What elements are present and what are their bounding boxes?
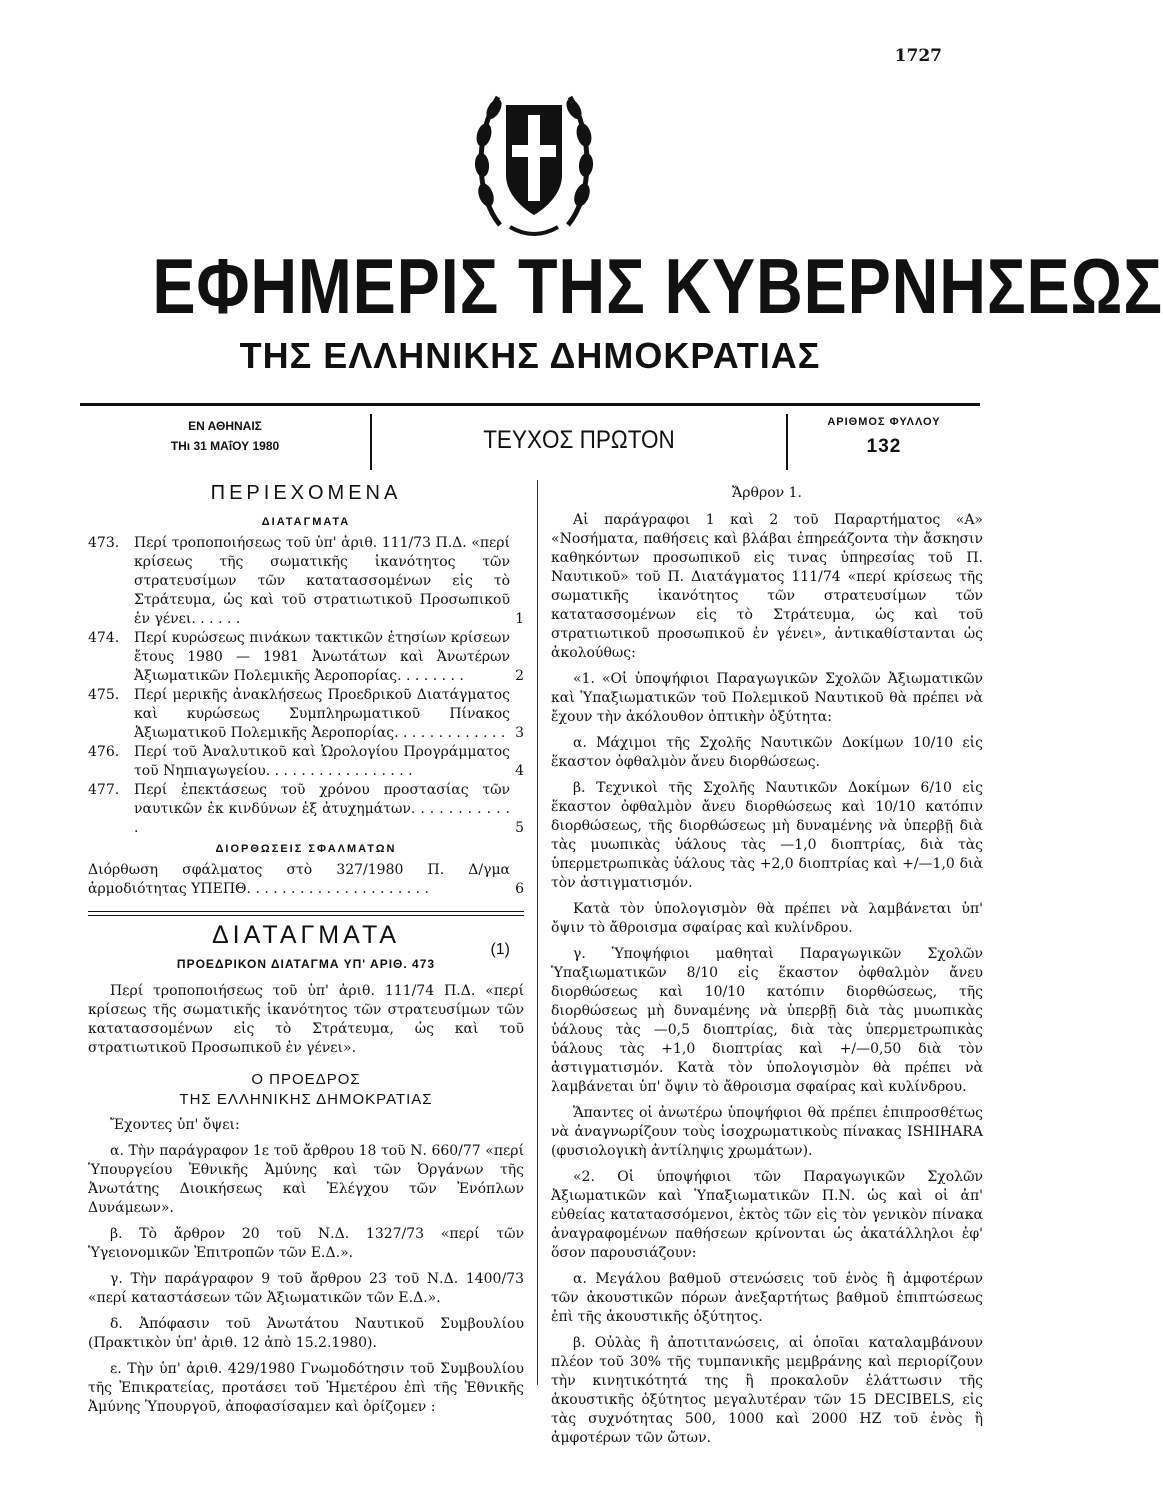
- column-divider: [537, 480, 538, 1385]
- right-column: [551, 480, 983, 1455]
- toc-item-page: 1: [515, 611, 524, 627]
- greek-coat-of-arms-emblem: [470, 75, 598, 243]
- toc-item-text: Περί μερικῆς ἀνακλήσεως Προεδρικοῦ Διατάγματος καὶ κυρώσεως Συμπληρωματικοῦ Πίνακος Ἀξιωματικοῦ Πολεμικῆς Ἀεροπορίας. . . . . . . . . . . . .: [134, 687, 510, 741]
- article-paragraph: «1. «Οἱ ὑποψήφιοι Παραγωγικῶν Σχολῶν Ἀξιωματικῶν καὶ Ὑπαξιωματικῶν τοῦ Πολεμικοῦ Ναυτικοῦ θὰ πρέπει νὰ ἔχουν τὴν ἀκόλουθον ὀπτικὴν ὀξύτητα:: [551, 671, 983, 725]
- toc-item-text: Περί τροποποιήσεως τοῦ ὑπ' ἀριθ. 111/73 Π.Δ. «περί κρίσεως τῆς σωματικῆς ἱκανότητος τῶν στρατευσίμων τῶν κατατασσομένων εἰς τὸ Στράτευμα, ὡς καὶ τοῦ στρατιωτικοῦ Προσωπικοῦ ἐν γένει. . . . . .: [134, 535, 510, 627]
- toc-item-page: 4: [515, 763, 524, 779]
- decrees-heading-text: ΔΙΑΤΑΓΜΑΤΑ: [211, 921, 401, 949]
- left-column: [88, 480, 524, 1424]
- page-number: 1727: [894, 46, 942, 66]
- toc-item: [88, 781, 524, 838]
- consideration-paragraph: β. Τὸ ἄρθρον 20 τοῦ Ν.Δ. 1327/73 «περί τῶν Ὑγειονομικῶν Ἐπιτροπῶν τῶν Ε.Δ.».: [88, 1226, 524, 1261]
- sheet-number: 132: [866, 436, 902, 457]
- article-paragraph: γ. Ὑποψήφιοι μαθηταὶ Παραγωγικῶν Σχολῶν Ὑπαξιωματικῶν 8/10 εἰς ἕκαστον ὀφθαλμὸν ἄνευ διορθώσεως καὶ 10/10 κατόπιν διορθώσεως, τῆς διορθώσεως μὴ δυναμένης νὰ ὑπερβῇ διὰ τὰς μυωπικὰς ὑάλους τὰς —0,5 διοπτρίας, διὰ τὰς ὑπερμετρωπικὰς ὑάλους τὰς +1,0 διοπτρίας καὶ +/—0,50 διὰ τὸν ἀστιγματισμόν. Κατὰ τὸν ὑπολογισμὸν θὰ πρέπει νὰ λαμβάνεται ὑπ' ὄψιν τὸ ἄθροισμα σφαίρας καὶ κυλίνδρου.: [551, 946, 983, 1095]
- errata-page: 6: [515, 881, 524, 897]
- toc-item-text: Περί τοῦ Ἀναλυτικοῦ καὶ Ὡρολογίου Προγράμματος τοῦ Νηπιαγωγείου. . . . . . . . . . . . . . . . .: [134, 744, 510, 779]
- toc-item-text: Περί κυρώσεως πινάκων τακτικῶν ἐτησίων κρίσεων ἔτους 1980 — 1981 Ἀνωτάτων καὶ Ἀνωτέρων Ἀξιωματικῶν Πολεμικῆς Ἀεροπορίας. . . . . . . .: [134, 630, 510, 684]
- consideration-paragraph: α. Τὴν παράγραφον 1ε τοῦ ἄρθρου 18 τοῦ Ν. 660/77 «περί Ὑπουργείου Ἐθνικῆς Ἀμύνης καὶ τῶν Ὀργάνων τῆς Ἀνωτάτης Διοικήσεως καὶ Ἐλέγχου τῶν Ἐνόπλων Δυνάμεων».: [88, 1143, 524, 1216]
- article-paragraph: «2. Οἱ ὑποψήφιοι τῶν Παραγωγικῶν Σχολῶν Ἀξιωματικῶν καὶ Ὑπαξιωματικῶν Π.Ν. ὡς καὶ οἱ ἀπ' εὐθείας κατατασσόμενοι, ἐκτὸς τῶν εἰς τὸν γενικὸν πίνακα ἀναγραφομένων παθήσεων κρίνονται ὡς ἀκατάλληλοι ἐφ' ὅσον παρουσιάζουν:: [551, 1169, 983, 1261]
- errata-heading: ΔΙΟΡΘΩΣΕΙΣ ΣΦΑΛΜΑΤΩΝ: [215, 843, 397, 855]
- masthead-title: ΕΦΗΜΕΡΙΣ ΤΗΣ ΚΥΒΕΡΝΗΣΕΩΣ: [152, 242, 1163, 330]
- toc-item-number: 473.: [88, 535, 120, 551]
- toc-item-page: 2: [515, 668, 524, 684]
- masthead-subtitle: ΤΗΣ ΕΛΛΗΝΙΚΗΣ ΔΗΜΟΚΡΑΤΙΑΣ: [239, 335, 821, 376]
- consideration-paragraph: ε. Τὴν ὑπ' ἀριθ. 429/1980 Γνωμοδότησιν τοῦ Συμβουλίου τῆς Ἐπικρατείας, προτάσει τοῦ Ἡμετέρου ἐπὶ τῆς Ἐθνικῆς Ἀμύνης Ὑπουργοῦ, ἀποφασίσαμεν καὶ ὁρίζομεν :: [88, 1361, 524, 1415]
- issue-date: ΤΗι 31 ΜΑΐΟΥ 1980: [170, 439, 280, 453]
- toc-item-number: 474.: [88, 630, 120, 646]
- toc-item: [88, 629, 524, 686]
- article-paragraph: β. Οὐλὰς ἢ ἀποτιτανώσεις, αἱ ὁποῖαι καταλαμβάνουν πλέον τοῦ 30% τῆς τυμπανικῆς μεμβράνης καὶ περιορίζουν τὴν κινητικότητά της ἢ προκαλοῦν ἐλάττωσιν τῆς ἀκουστικῆς ὀξύτητος μεγαλυτέραν τῶν 15 DECIBELS, εἰς τὰς συχνότητας 500, 1000 καὶ 2000 HZ τοῦ ἑνὸς ἢ ἀμφοτέρων τῶν ὤτων.: [551, 1335, 983, 1446]
- president-heading: [88, 1070, 524, 1110]
- toc-item: [88, 743, 524, 781]
- toc-item-page: 5: [515, 820, 524, 836]
- consideration-paragraph: γ. Τὴν παράγραφον 9 τοῦ ἄρθρου 23 τοῦ Ν.Δ. 1400/73 «περί καταστάσεων τῶν Ἀξιωματικῶν τῶν Ε.Δ.».: [88, 1271, 524, 1306]
- info-divider: [370, 414, 372, 470]
- issue-place-date: [80, 416, 370, 456]
- president-line-1: Ο ΠΡΟΕΔΡΟΣ: [251, 1071, 361, 1088]
- toc-item-number: 477.: [88, 782, 120, 798]
- section-rule: [88, 911, 524, 916]
- considering-line: Ἔχοντες ὑπ' ὄψει:: [110, 1117, 240, 1133]
- decrees-heading: [88, 921, 524, 958]
- decree-heading: ΠΡΟΕΔΡΙΚΟΝ ΔΙΑΤΑΓΜΑ ΥΠ' ΑΡΙΘ. 473: [176, 957, 436, 971]
- contents-heading: ΠΕΡΙΕΧΟΜΕΝΑ: [210, 482, 402, 504]
- article-paragraph: α. Μεγάλου βαθμοῦ στενώσεις τοῦ ἑνὸς ἢ ἀμφοτέρων τῶν ἀκουστικῶν πόρων ἀνεξαρτήτως βαθμοῦ ἐπιπτώσεως ἐπὶ τῆς ἀκουστικῆς ὀξύτητος.: [551, 1271, 983, 1325]
- errata-item: [88, 861, 524, 899]
- article-title: Ἄρθρον 1.: [732, 485, 802, 501]
- masthead: [75, 240, 1163, 378]
- president-line-2: ΤΗΣ ΕΛΛΗΝΙΚΗΣ ΔΗΜΟΚΡΑΤΙΑΣ: [179, 1091, 433, 1108]
- toc-item-page: 3: [515, 725, 524, 741]
- sheet-number-label: ΑΡΙΘΜΟΣ ΦΥΛΛΟΥ: [827, 416, 941, 428]
- toc-item-number: 475.: [88, 687, 120, 703]
- decrees-side-number: (1): [490, 941, 510, 958]
- toc-item: [88, 534, 524, 629]
- issue-info-bar: [80, 403, 980, 478]
- toc-item-text: Περί ἐπεκτάσεως τοῦ χρόνου προστασίας τῶν ναυτικῶν ἐκ κινδύνων ἐξ ἀτυχημάτων. . . . . . . . . . . .: [134, 782, 510, 836]
- toc-item: [88, 686, 524, 743]
- article-paragraph: Κατὰ τὸν ὑπολογισμὸν θὰ πρέπει νὰ λαμβάνεται ὑπ' ὄψιν τὸ ἄθροισμα σφαίρας καὶ κυλίνδρου.: [551, 901, 983, 936]
- article-paragraph: β. Τεχνικοὶ τῆς Σχολῆς Ναυτικῶν Δοκίμων 6/10 εἰς ἕκαστον ὀφθαλμὸν ἄνευ διορθώσεως καὶ 10/10 κατόπιν διορθώσεως, τῆς διορθώσεως μὴ δυναμένης νὰ ὑπερβῇ διὰ τὰς μυωπικὰς ὑάλους τὰς —1,0 διοπτρίας, διὰ τὰς ὑπερμετρωπικὰς ὑάλους τὰς +2,0 διοπτρίας καὶ +/—1,0 διὰ τὸν ἀστιγματισμόν.: [551, 780, 983, 891]
- sheet-number-box: [788, 416, 980, 458]
- issue-series: ΤΕΥΧΟΣ ΠΡΩΤΟΝ: [483, 426, 675, 454]
- toc-item-number: 476.: [88, 744, 120, 760]
- article-paragraph: Αἱ παράγραφοι 1 καὶ 2 τοῦ Παραρτήματος «Α» «Νοσήματα, παθήσεις καὶ βλάβαι ἐπηρεάζοντα τὴν ἄσκησιν καθηκόντων προσωπικοῦ εἰς τινας ὑπηρεσίας τοῦ Π. Ναυτικοῦ» τοῦ Π. Διατάγματος 111/74 «περί κρίσεως τῆς σωματικῆς ἱκανότητος τῶν στρατευσίμων τῶν κατατασσομένων εἰς τὸ Στράτευμα, ὡς καὶ τοῦ στρατιωτικοῦ προσωπικοῦ ἐν γένει», ἀντικαθίστανται ὡς ἀκολούθως:: [551, 512, 983, 661]
- consideration-paragraph: δ. Ἀπόφασιν τοῦ Ἀνωτάτου Ναυτικοῦ Συμβουλίου (Πρακτικὸν ὑπ' ἀριθ. 12 ἀπὸ 15.2.1980).: [88, 1316, 524, 1351]
- issue-place: ΕΝ ΑΘΗΝΑΙΣ: [188, 419, 262, 433]
- article-paragraph: Ἅπαντες οἱ ἀνωτέρω ὑποψήφιοι θὰ πρέπει ἐπιπροσθέτως νὰ ἀναγνωρίζουν τοὺς ἰσοχρωματικοὺς πίνακας ISHIHARA (φυσιολογικὴ ἀντίληψις χρωμάτων).: [551, 1105, 983, 1159]
- decree-title: Περί τροποποιήσεως τοῦ ὑπ' ἀριθ. 111/74 Π.Δ. «περί κρίσεως τῆς σωματικῆς ἱκανότητος τῶν στρατευσίμων τῶν κατατασσομένων εἰς τὸ Στράτευμα, ὡς καὶ τοῦ στρατιωτικοῦ Προσωπικοῦ ἐν γένει».: [88, 983, 524, 1056]
- article-paragraph: α. Μάχιμοι τῆς Σχολῆς Ναυτικῶν Δοκίμων 10/10 εἰς ἕκαστον ὀφθαλμὸν ἄνευ διορθώσεως.: [551, 735, 983, 770]
- errata-text: Διόρθωση σφάλματος στὸ 327/1980 Π. Δ/γμα ἁρμοδιότητας ΥΠΕΠΘ. . . . . . . . . . . . . . . . . . . . .: [88, 862, 510, 897]
- contents-decrees-heading: ΔΙΑΤΑΓΜΑΤΑ: [261, 516, 351, 528]
